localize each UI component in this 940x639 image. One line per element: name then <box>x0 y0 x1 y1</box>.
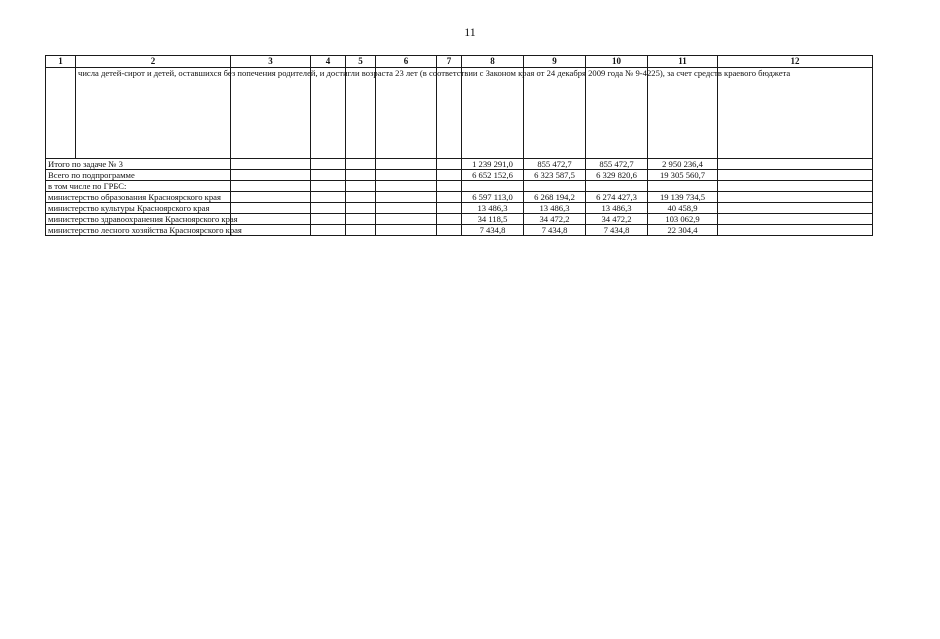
column-header-12: 12 <box>718 56 873 68</box>
value-col-11: 2 950 236,4 <box>648 159 718 170</box>
table-cell <box>231 225 311 236</box>
table-cell <box>376 214 437 225</box>
row-label: министерство образования Красноярского края <box>46 192 231 203</box>
table-cell <box>231 170 311 181</box>
table-row <box>46 170 873 181</box>
column-header-7: 7 <box>437 56 462 68</box>
table-cell <box>586 68 648 159</box>
table-cell <box>437 203 462 214</box>
value-col-11: 40 458,9 <box>648 203 718 214</box>
column-header-3: 3 <box>231 56 311 68</box>
table-cell <box>346 203 376 214</box>
table-cell <box>718 170 873 181</box>
table-cell <box>231 68 311 159</box>
value-col-11: 22 304,4 <box>648 225 718 236</box>
value-col-10: 34 472,2 <box>586 214 648 225</box>
table-cell <box>346 225 376 236</box>
row-label: министерство здравоохранения Красноярского края <box>46 214 231 225</box>
table-cell <box>231 203 311 214</box>
table-cell <box>346 181 376 192</box>
table-cell <box>376 159 437 170</box>
table-cell <box>437 68 462 159</box>
table-cell <box>311 159 346 170</box>
table-cell <box>437 214 462 225</box>
budget-table <box>45 55 873 236</box>
table-cell <box>311 68 346 159</box>
row-label: Итого по задаче № 3 <box>46 159 231 170</box>
table-row <box>46 225 873 236</box>
table-row <box>46 159 873 170</box>
row-label: в том числе по ГРБС: <box>46 181 231 192</box>
table-cell <box>311 225 346 236</box>
column-header-6: 6 <box>376 56 437 68</box>
table-cell <box>437 225 462 236</box>
value-col-10: 7 434,8 <box>586 225 648 236</box>
value-col-9: 855 472,7 <box>524 159 586 170</box>
column-header-10: 10 <box>586 56 648 68</box>
table-cell <box>231 214 311 225</box>
table-cell <box>346 214 376 225</box>
value-col-9 <box>524 181 586 192</box>
table-cell <box>376 192 437 203</box>
table-cell <box>718 225 873 236</box>
table-row <box>46 203 873 214</box>
value-col-8: 1 239 291,0 <box>462 159 524 170</box>
value-col-11: 19 139 734,5 <box>648 192 718 203</box>
table-cell <box>231 192 311 203</box>
table-cell <box>311 203 346 214</box>
table-cell <box>231 159 311 170</box>
table-cell <box>524 68 586 159</box>
value-col-9: 13 486,3 <box>524 203 586 214</box>
value-col-10: 855 472,7 <box>586 159 648 170</box>
table-cell <box>718 192 873 203</box>
table-cell <box>311 181 346 192</box>
table-cell <box>376 181 437 192</box>
table-cell <box>376 170 437 181</box>
value-col-8 <box>462 181 524 192</box>
value-col-9: 6 268 194,2 <box>524 192 586 203</box>
column-header-11: 11 <box>648 56 718 68</box>
table-row <box>46 68 873 159</box>
table-cell <box>311 214 346 225</box>
table-cell <box>376 203 437 214</box>
value-col-8: 7 434,8 <box>462 225 524 236</box>
value-col-8: 13 486,3 <box>462 203 524 214</box>
table-cell <box>437 181 462 192</box>
value-col-10 <box>586 181 648 192</box>
value-col-11 <box>648 181 718 192</box>
table-cell <box>311 192 346 203</box>
value-col-8: 6 652 152,6 <box>462 170 524 181</box>
table-row <box>46 181 873 192</box>
value-col-10: 13 486,3 <box>586 203 648 214</box>
table-cell <box>718 214 873 225</box>
table-cell <box>718 159 873 170</box>
table-cell <box>46 68 76 159</box>
header-row <box>46 56 873 68</box>
value-col-11: 19 305 560,7 <box>648 170 718 181</box>
column-header-1: 1 <box>46 56 76 68</box>
table-row <box>46 192 873 203</box>
table-cell <box>346 68 376 159</box>
value-col-9: 6 323 587,5 <box>524 170 586 181</box>
column-header-5: 5 <box>346 56 376 68</box>
table-cell <box>462 68 524 159</box>
value-col-10: 6 329 820,6 <box>586 170 648 181</box>
table-cell <box>376 68 437 159</box>
table-cell <box>718 181 873 192</box>
table-cell <box>231 181 311 192</box>
row-label: министерство лесного хозяйства Красноярского края <box>46 225 231 236</box>
row-label: Всего по подпрограмме <box>46 170 231 181</box>
value-col-9: 34 472,2 <box>524 214 586 225</box>
value-col-9: 7 434,8 <box>524 225 586 236</box>
column-header-8: 8 <box>462 56 524 68</box>
table-cell <box>346 159 376 170</box>
column-header-4: 4 <box>311 56 346 68</box>
table-cell <box>437 170 462 181</box>
value-col-10: 6 274 427,3 <box>586 192 648 203</box>
column-header-2: 2 <box>76 56 231 68</box>
table-cell <box>346 170 376 181</box>
table-cell <box>437 192 462 203</box>
column-header-9: 9 <box>524 56 586 68</box>
value-col-11: 103 062,9 <box>648 214 718 225</box>
value-col-8: 34 118,5 <box>462 214 524 225</box>
measure-description: числа детей-сирот и детей, оставшихся без попечения родителей, и достигли возраста 23 лет (в соответствии с Законом края от 24 декабря 2009 года № 9-4225), за счет средств краевого бюджета <box>76 68 231 159</box>
table-cell <box>437 159 462 170</box>
table-cell <box>648 68 718 159</box>
table-cell <box>346 192 376 203</box>
table-cell <box>311 170 346 181</box>
page-number: 11 <box>464 25 476 39</box>
value-col-8: 6 597 113,0 <box>462 192 524 203</box>
table-cell <box>718 68 873 159</box>
table-row <box>46 214 873 225</box>
row-label: министерство культуры Красноярского края <box>46 203 231 214</box>
table-cell <box>718 203 873 214</box>
table-cell <box>376 225 437 236</box>
